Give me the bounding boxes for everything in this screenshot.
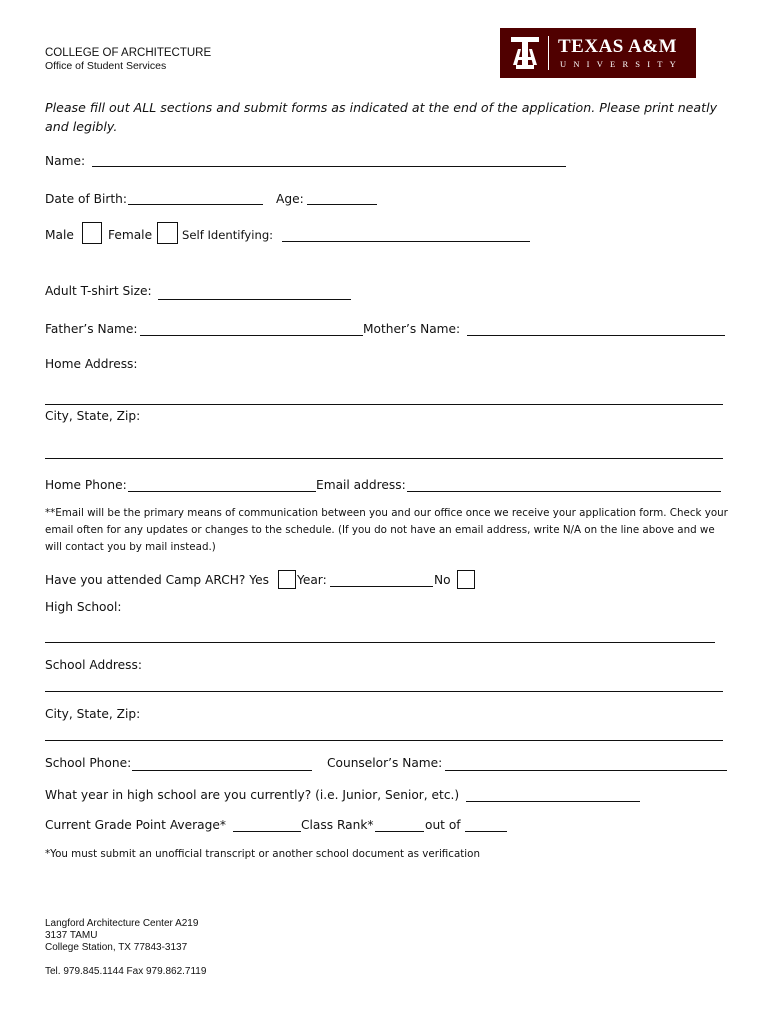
high-school-label: High School: xyxy=(45,600,122,614)
class-rank-label: Class Rank* xyxy=(301,818,374,832)
camp-no-checkbox[interactable] xyxy=(457,570,475,589)
tshirt-label: Adult T-shirt Size: xyxy=(45,284,152,298)
logo-title: TEXAS A&M xyxy=(558,36,678,57)
transcript-note: *You must submit an unofficial transcript or another school document as verification xyxy=(45,848,480,860)
self-identifying-field[interactable] xyxy=(282,241,530,242)
female-checkbox[interactable] xyxy=(157,222,178,244)
office-name: Office of Student Services xyxy=(45,60,167,72)
female-label: Female xyxy=(108,228,153,242)
city-state-zip-label: City, State, Zip: xyxy=(45,409,141,423)
email-label: Email address: xyxy=(316,478,406,492)
class-size-field[interactable] xyxy=(465,831,507,832)
male-checkbox[interactable] xyxy=(82,222,102,244)
hs-year-field[interactable] xyxy=(466,801,640,802)
dob-field[interactable] xyxy=(128,204,263,205)
home-address-field[interactable] xyxy=(45,404,723,405)
instructions: Please fill out ALL sections and submit forms as indicated at the end of the application. Please print neatly and legibly. xyxy=(45,100,718,134)
email-field[interactable] xyxy=(407,491,721,492)
email-note: **Email will be the primary means of communication between you and our office once we receive your application form. Check your email often for any updates or changes to the schedule. (If you do not have an email address, write N/A on the line above and we will contact you by mail instead.) xyxy=(45,507,728,553)
age-label: Age: xyxy=(276,192,304,206)
dob-label: Date of Birth: xyxy=(45,192,127,206)
home-phone-field[interactable] xyxy=(128,491,316,492)
city-state-zip-field[interactable] xyxy=(45,458,723,459)
camp-question-label: Have you attended Camp ARCH? Yes xyxy=(45,573,269,587)
self-identifying-label: Self Identifying: xyxy=(182,228,274,242)
mother-field[interactable] xyxy=(467,335,725,336)
father-field[interactable] xyxy=(140,335,363,336)
gpa-label: Current Grade Point Average* xyxy=(45,818,226,832)
hs-year-label: What year in high school are you currently? (i.e. Junior, Senior, etc.) xyxy=(45,788,460,802)
school-city-label: City, State, Zip: xyxy=(45,707,141,721)
out-of-label: out of xyxy=(425,818,461,832)
counselor-field[interactable] xyxy=(445,770,727,771)
camp-year-field[interactable] xyxy=(330,586,433,587)
counselor-label: Counselor’s Name: xyxy=(327,756,443,770)
age-field[interactable] xyxy=(307,204,377,205)
school-phone-field[interactable] xyxy=(132,770,312,771)
logo-divider xyxy=(548,36,549,70)
school-address-label: School Address: xyxy=(45,658,142,672)
university-logo xyxy=(500,28,696,78)
camp-no-label: No xyxy=(434,573,451,587)
logo-subtitle: UNIVERSITY xyxy=(560,59,683,69)
college-name: COLLEGE OF ARCHITECTURE xyxy=(45,47,212,59)
footer-address-line2: 3137 TAMU xyxy=(45,930,98,941)
tshirt-field[interactable] xyxy=(158,299,351,300)
footer-address-line3: College Station, TX 77843-3137 xyxy=(45,942,188,953)
gpa-field[interactable] xyxy=(233,831,301,832)
camp-year-label: Year: xyxy=(297,573,327,587)
footer-phone-fax: Tel. 979.845.1144 Fax 979.862.7119 xyxy=(45,966,207,977)
name-label: Name: xyxy=(45,154,86,168)
footer-address-line1: Langford Architecture Center A219 xyxy=(45,918,199,929)
home-phone-label: Home Phone: xyxy=(45,478,127,492)
mother-label: Mother’s Name: xyxy=(363,322,461,336)
school-phone-label: School Phone: xyxy=(45,756,132,770)
name-field[interactable] xyxy=(92,166,566,167)
home-address-label: Home Address: xyxy=(45,357,138,371)
atm-logo-icon xyxy=(510,35,540,71)
male-label: Male xyxy=(45,228,74,242)
school-address-field[interactable] xyxy=(45,691,723,692)
camp-yes-checkbox[interactable] xyxy=(278,570,296,589)
father-label: Father’s Name: xyxy=(45,322,138,336)
high-school-field[interactable] xyxy=(45,642,715,643)
class-rank-field[interactable] xyxy=(375,831,424,832)
school-city-field[interactable] xyxy=(45,740,723,741)
